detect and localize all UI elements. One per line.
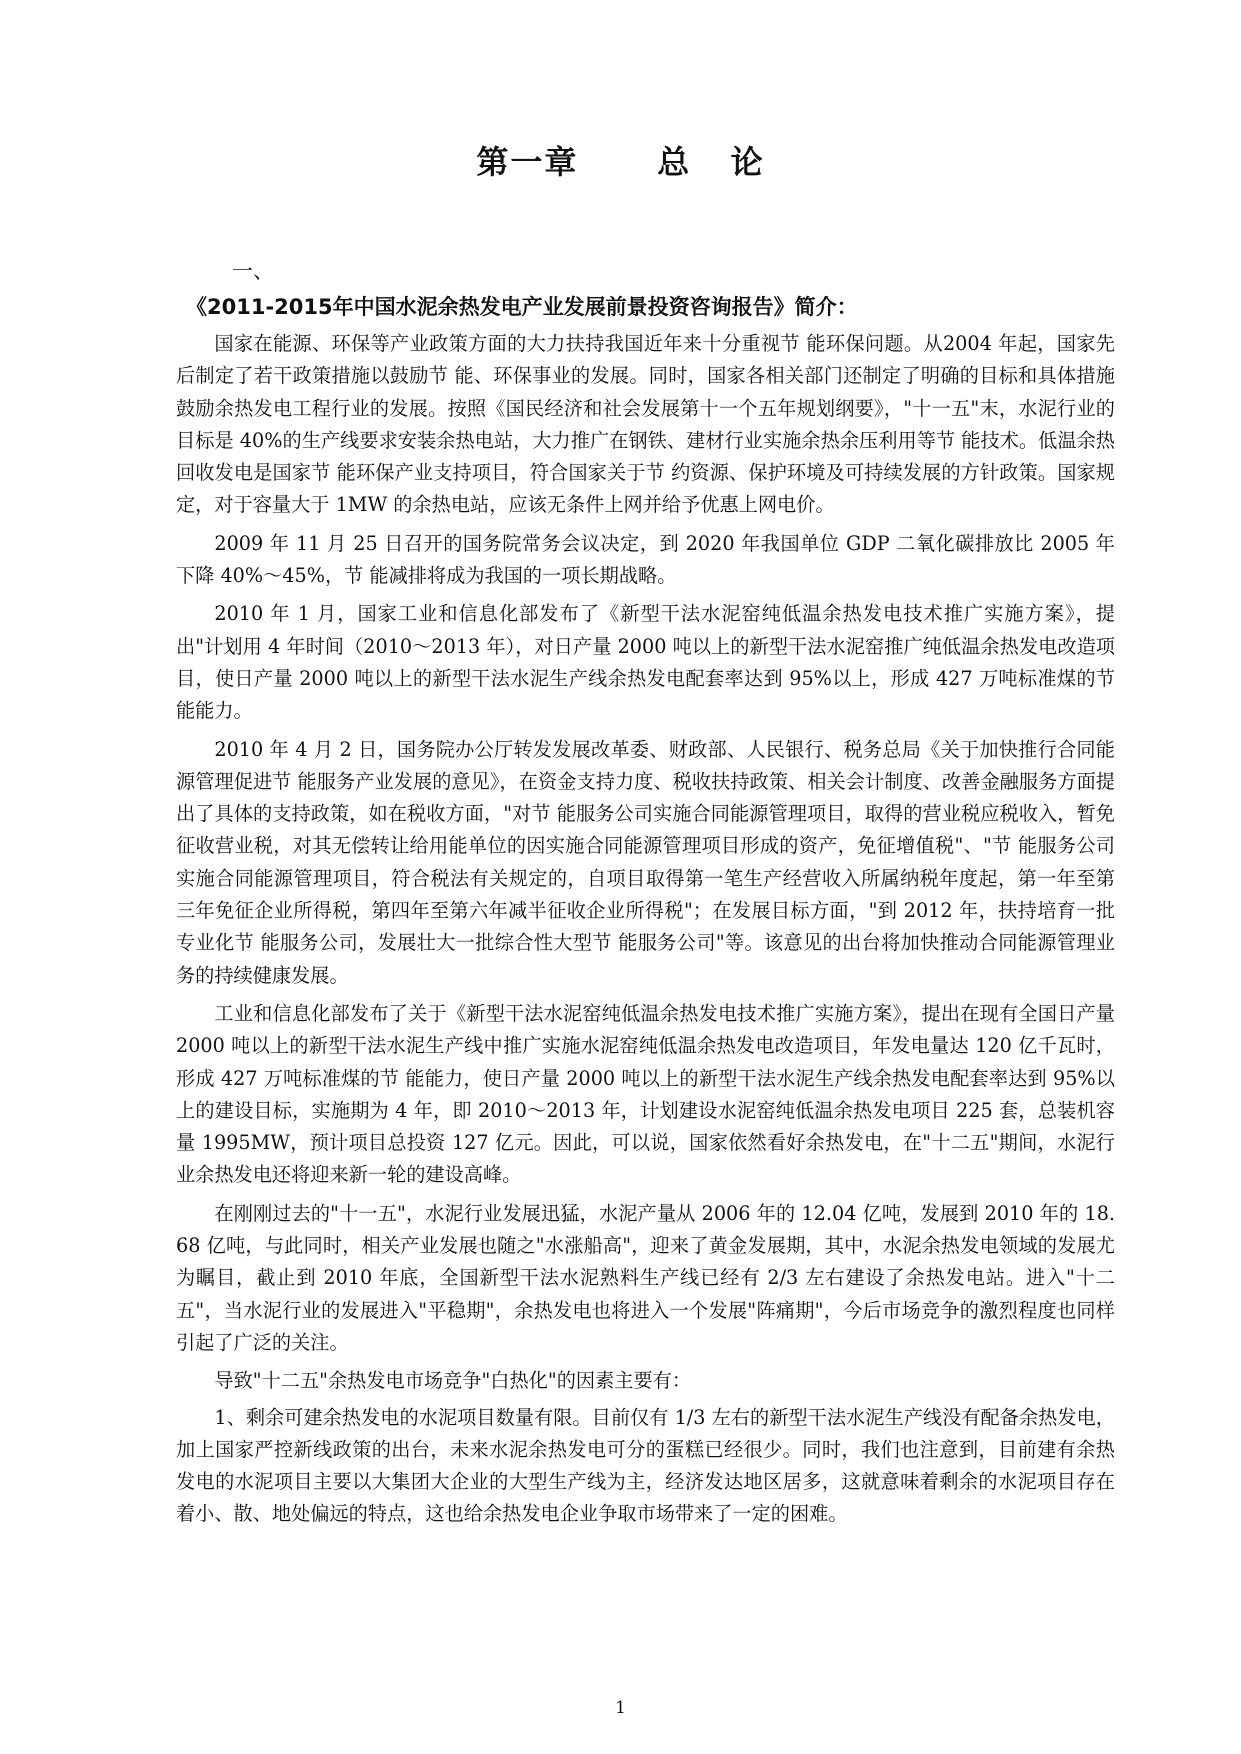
paragraph-eleventh-five-year: 在刚刚过去的"十一五"，水泥行业发展迅猛，水泥产量从 2006 年的 12.04 亿吨，发展到 2010 年的 18.68 亿吨，与此同时，相关产业发展也随之"水涨船高"，迎来了黄金发展期，其中，水泥余热发电领域的发展尤为瞩目，截止到 2010 年底，全国新型干法水泥熟料生产线已经有 2/3 左右建设了余热发电站。进入"十二五"，当水泥行业的发展进入"平稳期"，余热发电也将进入一个发展"阵痛期"，今后市场竞争的激烈程度也同样引起了广泛的关注。 [176, 1201, 1115, 1354]
paragraph-policy-support: 国家在能源、环保等产业政策方面的大力扶持我国近年来十分重视节 能环保问题。从2004 年起，国家先后制定了若干政策措施以鼓励节 能、环保事业的发展。同时，国家各相关部门还制定了明确的目标和具体措施鼓励余热发电工程行业的发展。按照《国民经济和社会发展第十一个五年规划纲要》，"十一五"末，水泥行业的目标是 40%的生产线要求安装余热电站，大力推广在钢铁、建材行业实施余热余压利用等节 能技术。低温余热回收发电是国家节 能环保产业支持项目，符合国家关于节 约资源、保护环境及可持续发展的方针政策。国家规定，对于容量大于 1MW 的余热电站，应该无条件上网并给予优惠上网电价。 [176, 332, 1115, 517]
body-text [176, 328, 1115, 1537]
chapter-title: 第一章 总 论 [476, 143, 765, 181]
report-title: 《2011-2015年中国水泥余热发电产业发展前景投资咨询报告》简介： [186, 295, 858, 319]
paragraph-factors-intro: 导致"十二五"余热发电市场竞争"白热化"的因素主要有： [214, 1369, 692, 1393]
paragraph-implementation-plan: 工业和信息化部发布了关于《新型干法水泥窑纯低温余热发电技术推广实施方案》，提出在现有全国日产量 2000 吨以上的新型干法水泥生产线中推广实施水泥窑纯低温余热发电改造项目，年发电量达 120 亿千瓦时，形成 427 万吨标准煤的节 能能力，使日产量 2000 吨以上的新型干法水泥生产线余热发电配套率达到 95%以上的建设目标，实施期为 4 年，即 2010～2013 年，计划建设水泥窑纯低温余热发电项目 225 套，总装机容量 1995MW，预计项目总投资 127 亿元。因此，可以说，国家依然看好余热发电，在"十二五"期间，水泥行业余热发电还将迎来新一轮的建设高峰。 [176, 1001, 1115, 1187]
paragraph-factor-1: 1、剩余可建余热发电的水泥项目数量有限。目前仅有 1/3 左右的新型干法水泥生产线没有配备余热发电，加上国家严控新线政策的出台，未来水泥余热发电可分的蛋糕已经很少。同时，我们也注意到，目前建有余热发电的水泥项目主要以大集团大企业的大型生产线为主，经济发达地区居多，这就意味着剩余的水泥项目存在着小、散、地处偏远的特点，这也给余热发电企业争取市场带来了一定的困难。 [176, 1405, 1115, 1526]
paragraph-energy-management: 2010 年 4 月 2 日，国务院办公厅转发发展改革委、财政部、人民银行、税务总局《关于加快推行合同能源管理促进节 能服务产业发展的意见》，在资金支持力度、税收扶持政策、相关会计制度、改善金融服务方面提出了具体的支持政策，如在税收方面，"对节 能服务公司实施合同能源管理项目，取得的营业税应税收入，暂免征收营业税，对其无偿转让给用能单位的因实施合同能源管理项目形成的资产，免征增值税"、"节 能服务公司实施合同能源管理项目，符合税法有关规定的，自项目取得第一笔生产经营收入所属纳税年度起，第一年至第三年免征企业所得税，第四年至第六年减半征收企业所得税"；在发展目标方面，"到 2012 年，扶持培育一批专业化节 能服务公司，发展壮大一批综合性大型节 能服务公司"等。该意见的出台将加快推动合同能源管理业务的持续健康发展。 [176, 737, 1115, 987]
paragraph-miit-2010: 2010 年 1 月，国家工业和信息化部发布了《新型干法水泥窑纯低温余热发电技术推广实施方案》，提出"计划用 4 年时间（2010～2013 年），对日产量 2000 吨以上的新型干法水泥窑推广纯低温余热发电改造项目，使日产量 2000 吨以上的新型干法水泥生产线余热发电配套率达到 95%以上，形成 427 万吨标准煤的节 能能力。 [176, 602, 1115, 723]
paragraph-state-council-2009: 2009 年 11 月 25 日召开的国务院常务会议决定，到 2020 年我国单位 GDP 二氧化碳排放比 2005 年下降 40%～45%，节 能减排将成为我国的一项长期战略。 [176, 531, 1115, 588]
section-number: 一、 [232, 259, 274, 283]
page-number: 1 [615, 1698, 626, 1718]
